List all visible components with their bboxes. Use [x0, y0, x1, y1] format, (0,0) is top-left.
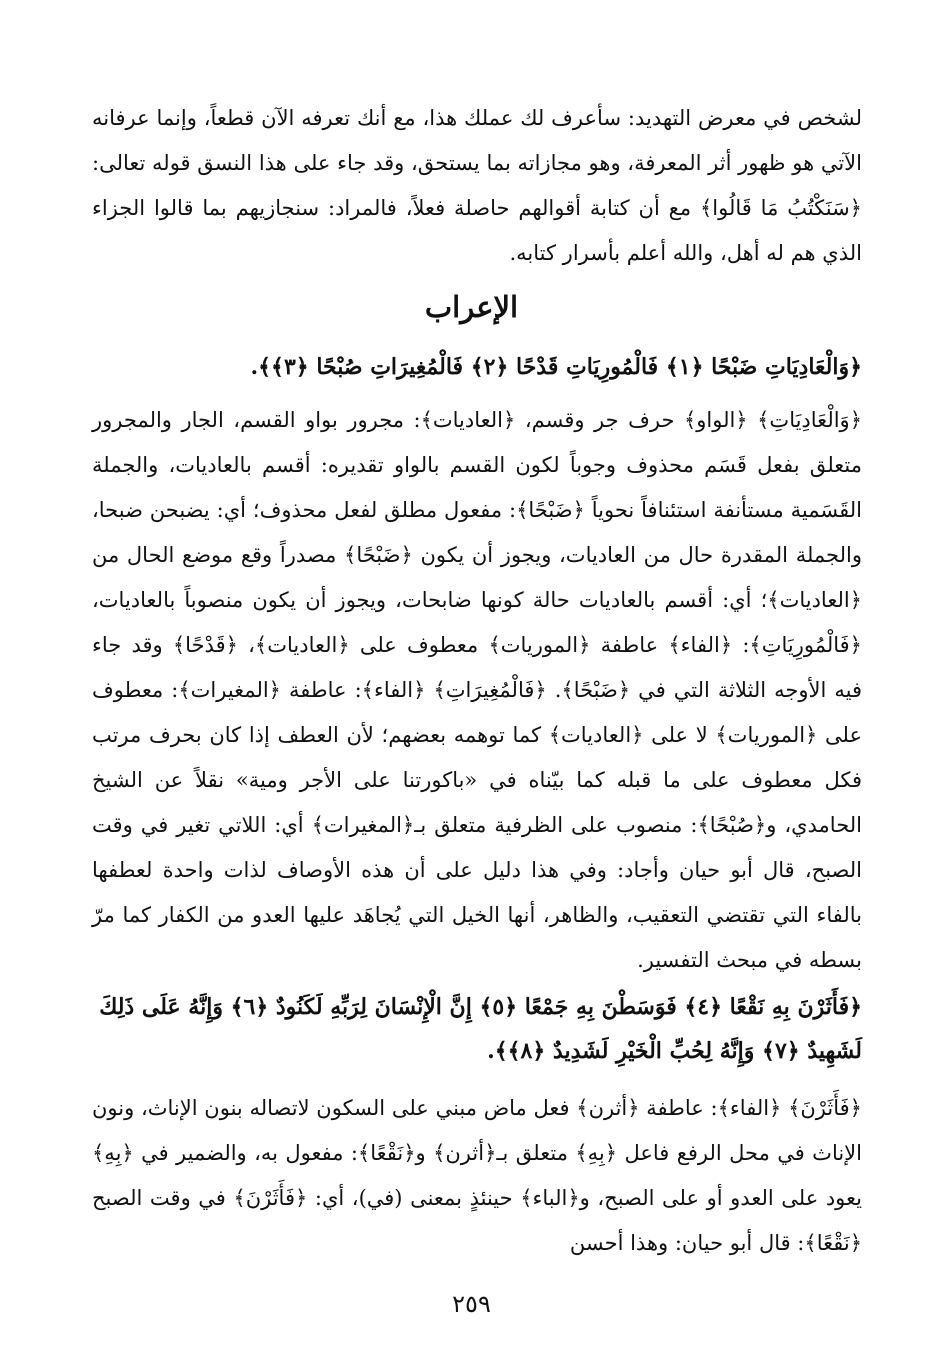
quran-verse-1: ﴿وَالْعَادِيَاتِ ضَبْحًا ﴿١﴾ فَالْمُورِيَاتِ قَدْحًا ﴿٢﴾ فَالْمُغِيرَاتِ صُبْحًا ﴿٣﴾﴾. [250, 354, 862, 380]
grammar-paragraph-1: ﴿وَالْعَادِيَاتِ﴾ ﴿الواو﴾ حرف جر وقسم، ﴿العاديات﴾: مجرور بواو القسم، الجار والمجرور متعلق بفعل قَسَم محذوف وجوباً لكون القسم بالواو تقديره: أقسم بالعاديات، والجملة القَسَمية مستأنفة استئنافاً نحوياً ﴿ضَبْحًا﴾: مفعول مطلق لفعل محذوف؛ أي: يضبحن ضبحا، والجملة المقدرة حال من العاديات، ويجوز أن يكون ﴿ضَبْحًا﴾ مصدراً وقع موضع الحال من ﴿العاديات﴾؛ أي: أقسم بالعاديات حالة كونها ضابحات، ويجوز أن يكون منصوباً بالعاديات، ﴿فَالْمُورِيَاتِ﴾: ﴿الفاء﴾ عاطفة ﴿الموريات﴾ معطوف على ﴿العاديات﴾، ﴿قَدْحًا﴾ وقد جاء فيه الأوجه الثلاثة التي في ﴿ضَبْحًا﴾. ﴿فَالْمُغِيرَاتِ﴾ ﴿الفاء﴾: عاطفة ﴿المغيرات﴾: معطوف على ﴿الموريات﴾ لا على ﴿العاديات﴾ كما توهمه بعضهم؛ لأن العطف إذا كان بحرف مرتب فكل معطوف على ما قبله كما بيّناه في «باكورتنا على الأجر ومية» نقلاً عن الشيخ الحامدي، و﴿صُبْحًا﴾: منصوب على الظرفية متعلق بـ﴿المغيرات﴾ أي: اللاتي تغير في وقت الصبح، قال أبو حيان وأجاد: وفي هذا دليل على أن هذه الأوصاف لذات واحدة لعطفها بالفاء التي تقتضي التعقيب، والظاهر، أنها الخيل التي يُجاهَد عليها العدو من الكفار كما مرّ بسطه في مبحث التفسير. [92, 408, 862, 972]
section-heading: الإعراب [424, 290, 519, 324]
grammar-paragraph-block-1 [92, 398, 862, 983]
intro-paragraph-block [92, 96, 862, 276]
verse-block-2 [92, 985, 862, 1073]
page-number: ٢٥٩ [452, 1290, 491, 1318]
verse-block-1 [92, 345, 862, 389]
grammar-paragraph-block-2 [92, 1086, 862, 1266]
intro-paragraph: لشخص في معرض التهديد: سأعرف لك عملك هذا، مع أنك تعرفه الآن قطعاً، وإنما عرفانه الآتي هو ظهور أثر المعرفة، وهو مجازاته بما يستحق، وقد جاء على هذا النسق قوله تعالى: ﴿سَنَكْتُبُ مَا قَالُوا﴾ مع أن كتابة أقوالهم حاصلة فعلاً، فالمراد: سنجازيهم بما قالوا الجزاء الذي هم له أهل، والله أعلم بأسرار كتابه. [92, 106, 862, 265]
grammar-paragraph-2: ﴿فَأَثَرْنَ﴾ ﴿الفاء﴾: عاطفة ﴿أثرن﴾ فعل ماض مبني على السكون لاتصاله بنون الإناث، ونون الإناث في محل الرفع فاعل ﴿بِهِ﴾ متعلق بـ﴿أثرن﴾ و﴿نَقْعًا﴾: مفعول به، والضمير في ﴿بِهِ﴾ يعود على العدو أو على الصبح، و﴿الباء﴾ حينئذٍ بمعنى (في)، أي: ﴿فَأَثَرْنَ﴾ في وقت الصبح ﴿نَقْعًا﴾: قال أبو حيان: وهذا أحسن [92, 1096, 862, 1255]
quran-verse-2: ﴿فَأَثَرْنَ بِهِ نَقْعًا ﴿٤﴾ فَوَسَطْنَ بِهِ جَمْعًا ﴿٥﴾ إِنَّ الْإِنْسَانَ لِرَبِّهِ لَكَنُودٌ ﴿٦﴾ وَإِنَّهُ عَلَى ذَلِكَ لَشَهِيدٌ ﴿٧﴾ وَإِنَّهُ لِحُبِّ الْخَيْرِ لَشَدِيدٌ ﴿٨﴾﴾. [99, 994, 862, 1064]
